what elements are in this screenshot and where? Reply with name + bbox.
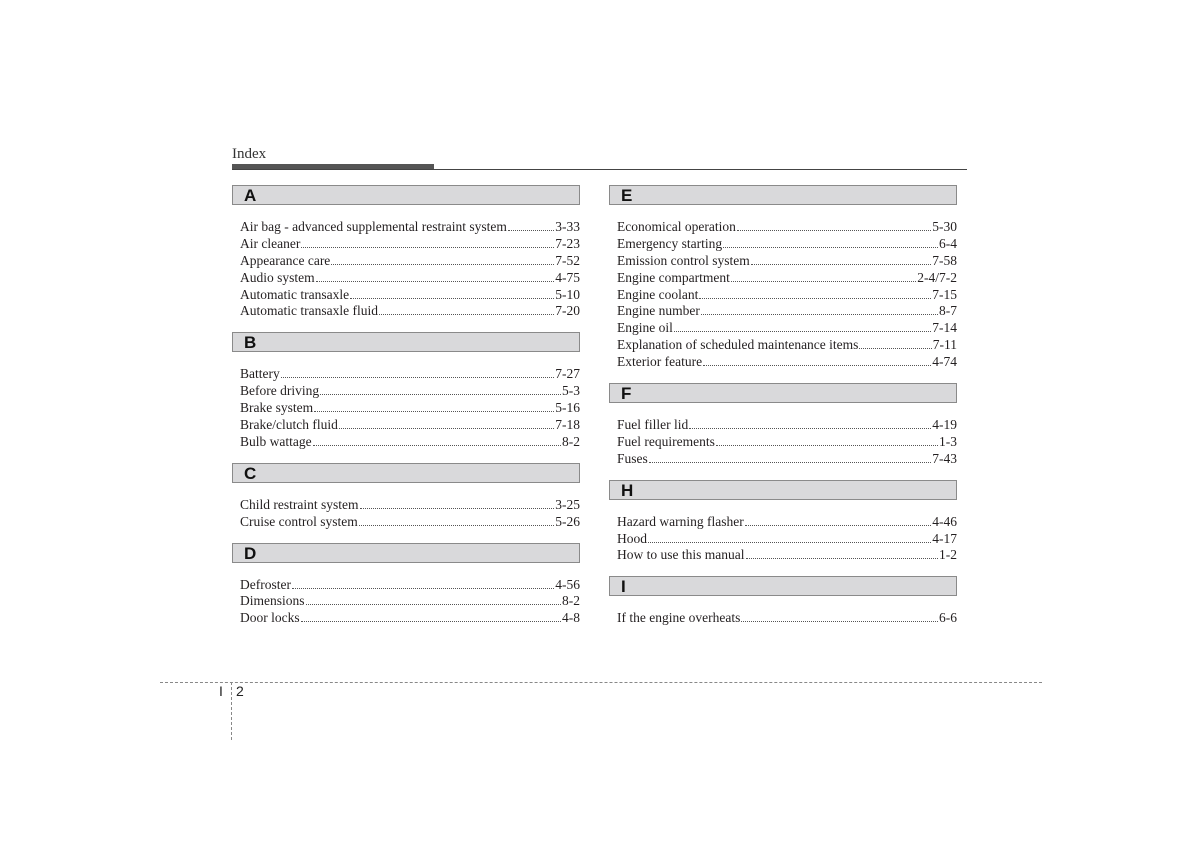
index-entry-name: Fuel filler lid [617,417,689,433]
index-entry-name: Economical operation [617,219,736,234]
dot-leader [339,428,554,429]
index-section [232,332,580,450]
index-section [609,383,957,468]
index-entry-page: 7-18 [555,417,580,433]
index-entry-page: 7-27 [555,366,580,382]
dot-leader [745,525,932,526]
index-entry-name: Emergency starting [617,235,723,251]
index-entry-name: Fuses [617,450,648,466]
index-entry-page: 5-16 [555,400,580,416]
index-entry-page: 4-17 [932,530,957,546]
dot-leader [737,230,931,231]
footer-dashed-divider [231,682,232,740]
dot-leader [689,428,931,429]
index-entry-page: 8-2 [562,433,580,449]
index-entry [240,236,580,253]
index-entry-name: Exterior feature [617,354,703,370]
index-entry [240,610,580,627]
index-entry-name: Explanation of scheduled maintenance items [617,337,859,353]
index-entry [617,417,957,434]
index-entry [617,270,957,287]
index-entry-page: 7-11 [932,337,957,353]
index-entry-page: 7-15 [932,286,957,302]
section-letter-header: C [232,463,580,483]
index-entry [240,287,580,304]
index-entry-page: 7-23 [555,235,580,251]
index-entry-list [232,563,580,628]
index-entry-page: 4-56 [555,576,580,592]
index-entry [617,531,957,548]
index-entry-name: Child restraint system [240,496,359,512]
index-entry [240,219,580,236]
dot-leader [281,377,555,378]
index-column-right [609,185,957,639]
dot-leader [716,445,938,446]
index-entry-name: Automatic transaxle fluid [240,303,378,319]
index-entry-name: Engine number [617,303,700,319]
dot-leader [301,247,554,248]
index-entry-page: 7-58 [932,252,957,268]
section-letter-header: D [232,543,580,563]
index-entry [240,577,580,594]
index-entry-name: If the engine overheats [617,610,741,626]
index-entry-page: 2-4/7-2 [917,269,957,285]
index-entry-page: 5-3 [562,383,580,399]
dot-leader [508,230,554,231]
index-entry-name: Cruise control system [240,513,358,529]
index-entry [617,236,957,253]
index-entry-name: Door locks [240,610,300,626]
index-entry-page: 6-4 [939,235,957,251]
dot-leader [701,314,938,315]
index-entry [617,434,957,451]
index-entry-page: 8-2 [562,593,580,609]
index-entry [240,514,580,531]
index-section [232,185,580,320]
dot-leader [741,621,938,622]
index-entry-name: Emission control system [617,252,750,268]
index-entry-list [609,500,957,565]
index-entry-name: Air bag - advanced supplemental restraint system [240,219,507,234]
footer-dashed-rule [160,682,1042,683]
index-entry-name: Hood [617,530,647,546]
index-entry-name: Audio system [240,269,315,285]
page-title: Index [232,146,267,162]
index-entry-page: 3-33 [555,219,580,234]
index-entry-name: Bulb wattage [240,433,312,449]
index-entry [240,400,580,417]
index-entry-name: Dimensions [240,593,305,609]
dot-leader [746,558,939,559]
index-entry-page: 7-20 [555,303,580,319]
dot-leader [649,462,931,463]
index-entry-page: 4-8 [562,610,580,626]
index-entry [617,354,957,371]
dot-leader [292,588,554,589]
index-entry-name: Hazard warning flasher [617,513,744,529]
index-entry-name: Appearance care [240,252,331,268]
dot-leader [350,298,554,299]
index-entry-name: Engine coolant [617,286,699,302]
index-entry [240,383,580,400]
section-letter-header: E [609,185,957,205]
index-entry [240,593,580,610]
index-entry [617,610,957,627]
index-entry-name: Automatic transaxle [240,286,350,302]
dot-leader [751,264,932,265]
index-entry-page: 1-2 [939,547,957,563]
index-entry [240,434,580,451]
index-entry [617,337,957,354]
index-entry-name: Engine compartment [617,269,730,285]
dot-leader [360,508,555,509]
index-entry [617,287,957,304]
index-entry [617,219,957,236]
dot-leader [316,281,555,282]
dot-leader [703,365,931,366]
dot-leader [699,298,931,299]
index-entry-page: 5-10 [555,286,580,302]
footer-chapter-label: I [219,683,223,699]
index-section [609,185,957,371]
dot-leader [314,411,554,412]
dot-leader [859,348,931,349]
index-entry-page: 1-3 [939,433,957,449]
index-entry-page: 5-26 [555,513,580,529]
index-entry-name: Brake/clutch fluid [240,417,338,433]
index-entry [617,253,957,270]
section-letter-header: A [232,185,580,205]
index-entry [240,366,580,383]
index-entry [617,303,957,320]
section-letter-header: H [609,480,957,500]
index-entry-page: 7-14 [932,320,957,336]
index-entry-list [609,403,957,468]
index-entry-page: 7-43 [932,450,957,466]
index-entry-page: 4-74 [932,354,957,370]
header-rule [232,169,967,170]
index-section [609,576,957,627]
index-entry-name: Engine oil [617,320,673,336]
index-entry-page: 8-7 [939,303,957,319]
index-entry-name: Brake system [240,400,314,416]
section-letter-header: F [609,383,957,403]
index-entry [240,303,580,320]
dot-leader [731,281,916,282]
index-entry-page: 4-75 [555,269,580,285]
dot-leader [379,314,554,315]
index-entry-name: How to use this manual [617,547,745,563]
dot-leader [723,247,938,248]
index-column-left [232,185,580,639]
dot-leader [306,604,561,605]
index-entry-page: 4-19 [932,417,957,433]
dot-leader [648,542,931,543]
dot-leader [301,621,561,622]
index-entry-name: Fuel requirements [617,433,715,449]
index-entry-name: Defroster [240,576,291,592]
section-letter-header: I [609,576,957,596]
index-entry-list [232,352,580,450]
index-entry-page: 3-25 [555,496,580,512]
index-section [232,543,580,628]
index-section [232,463,580,531]
index-entry [240,253,580,270]
dot-leader [359,525,555,526]
dot-leader [320,394,561,395]
index-entry [240,497,580,514]
index-entry-list [232,483,580,531]
index-entry-list [609,205,957,371]
index-entry-page: 4-46 [932,513,957,529]
index-entry [617,451,957,468]
index-entry-list [609,596,957,627]
index-entry-page: 5-30 [932,219,957,234]
index-entry [617,320,957,337]
index-entry [240,270,580,287]
index-entry-name: Before driving [240,383,320,399]
index-entry-name: Battery [240,366,280,382]
footer-page-number: 2 [236,683,244,699]
dot-leader [331,264,554,265]
index-entry [617,514,957,531]
dot-leader [313,445,561,446]
dot-leader [674,331,931,332]
index-entry-list [232,205,580,320]
index-entry [617,547,957,564]
index-entry [240,417,580,434]
index-entry-page: 7-52 [555,252,580,268]
index-entry-page: 6-6 [939,610,957,626]
index-entry-name: Air cleaner [240,235,301,251]
index-section [609,480,957,565]
section-letter-header: B [232,332,580,352]
